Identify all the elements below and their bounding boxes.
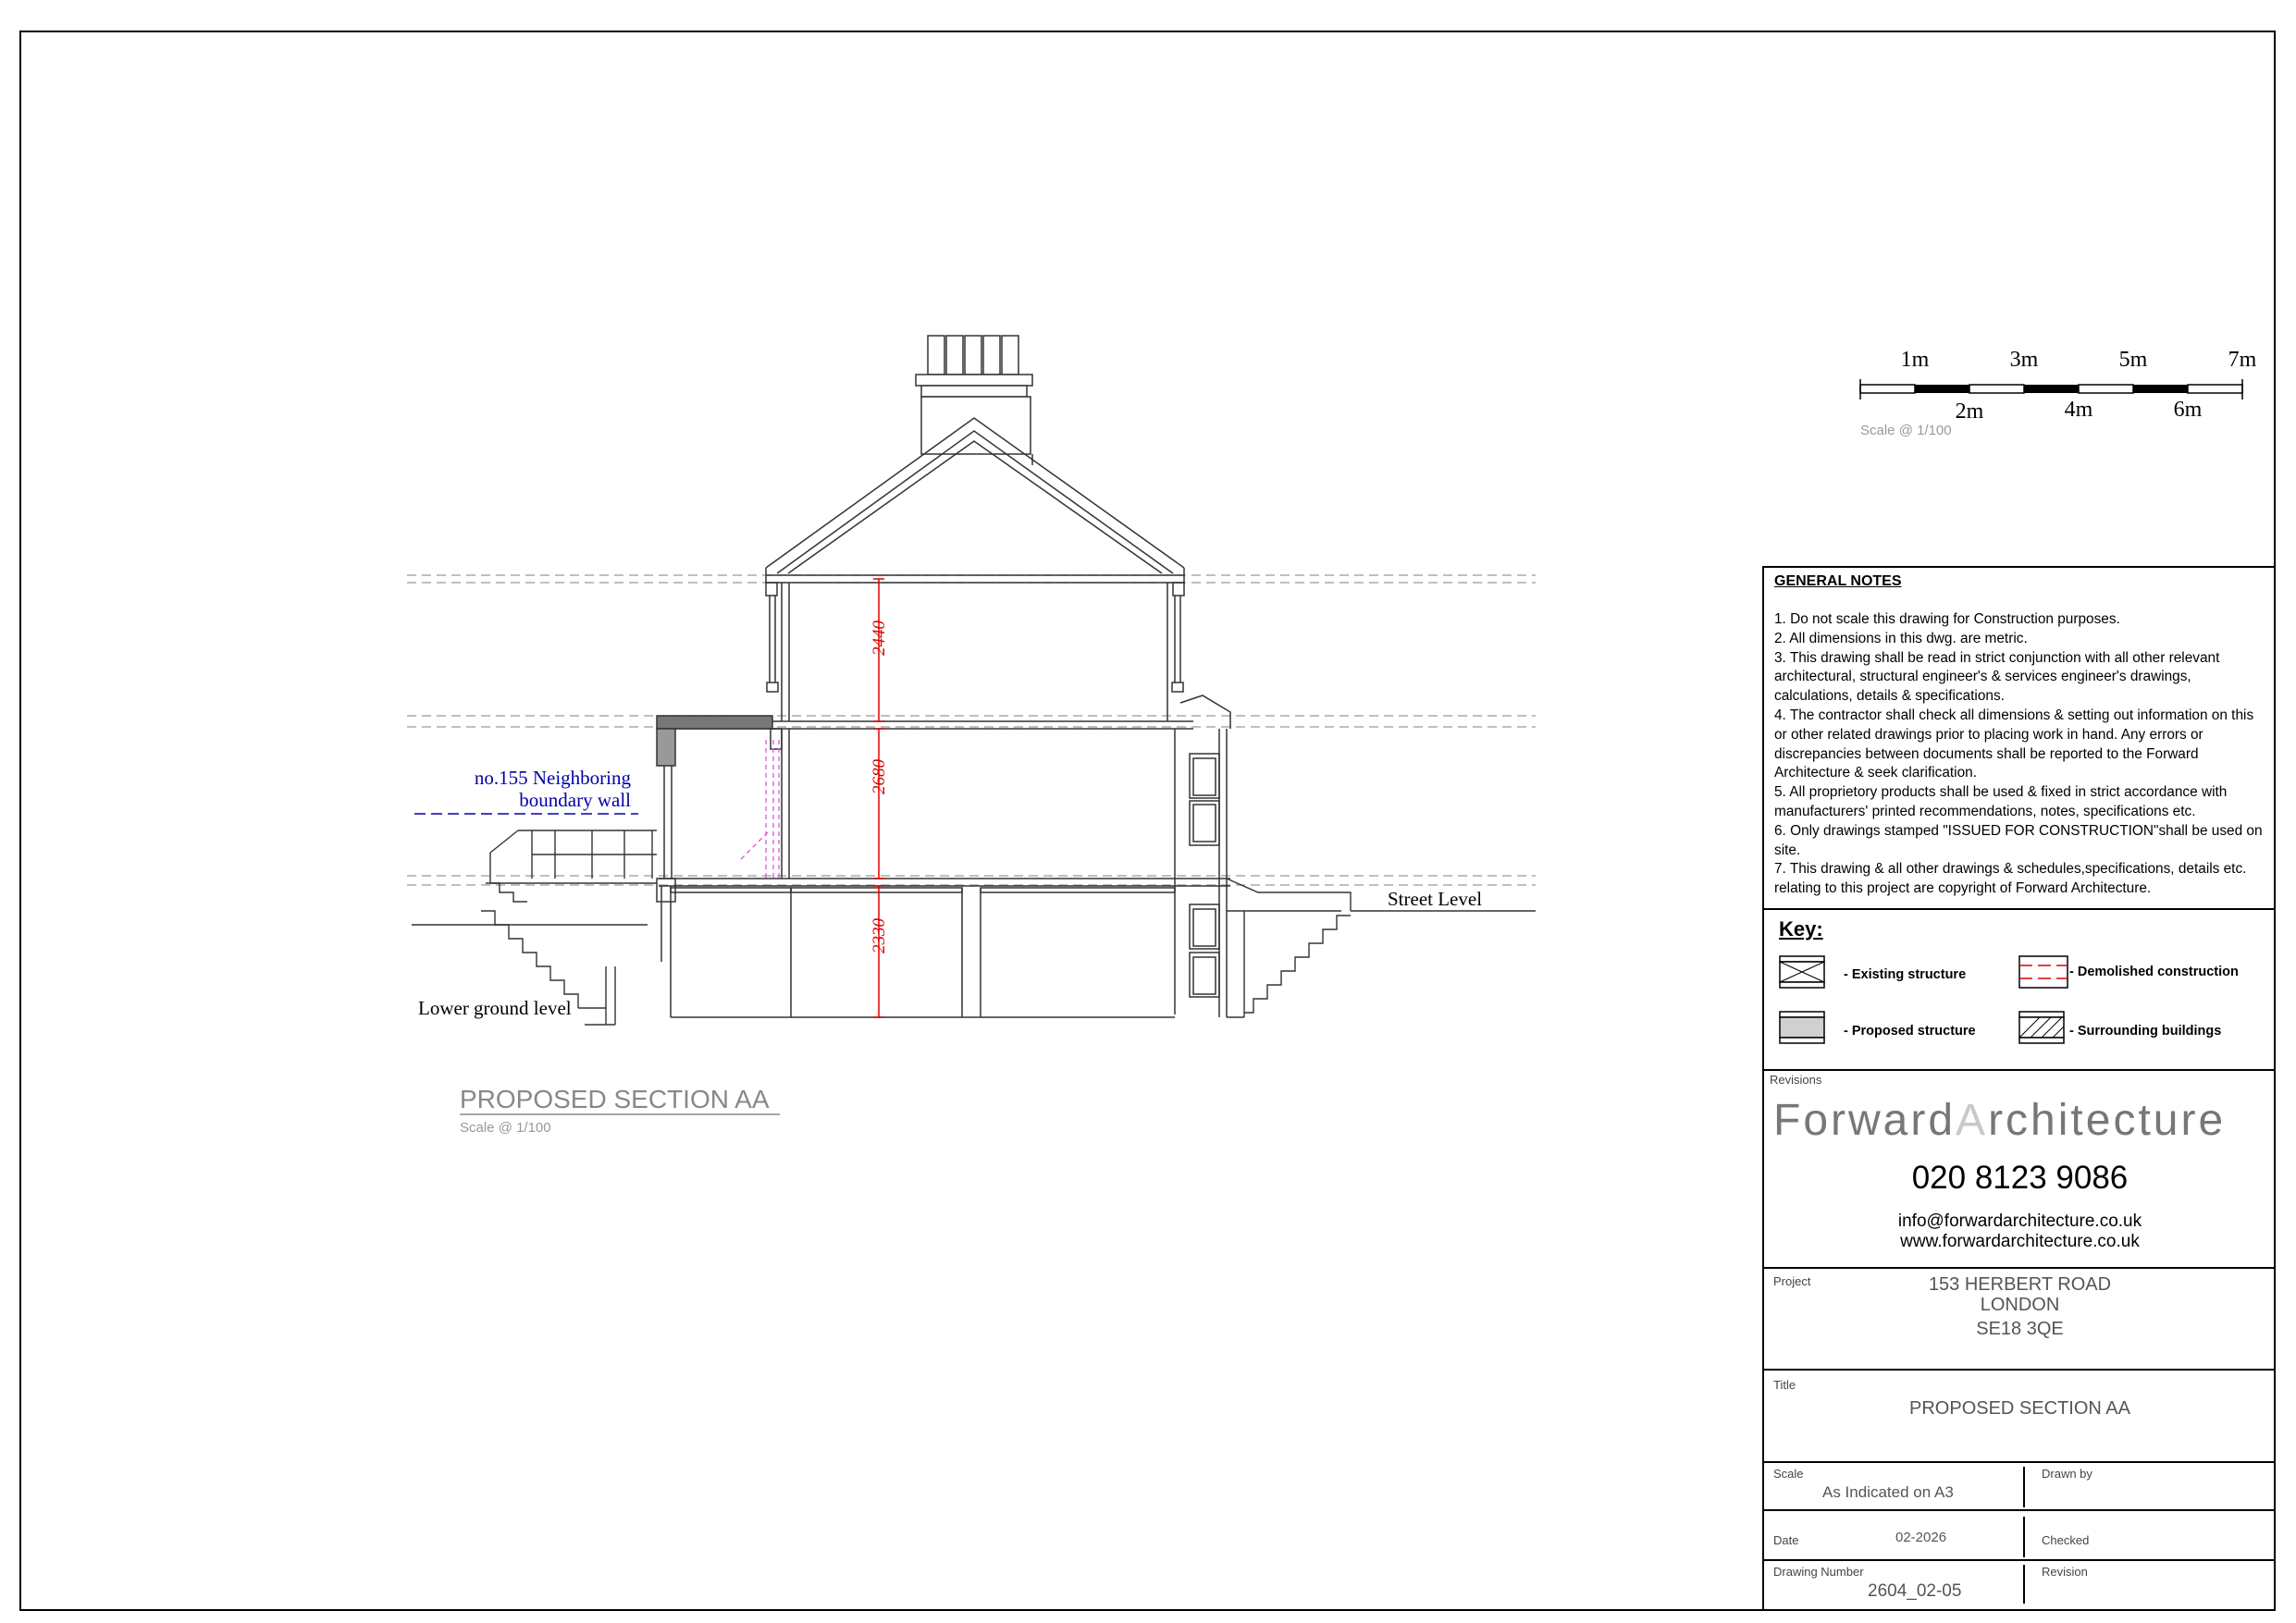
section-scale-note: Scale @ 1/100 <box>460 1120 551 1136</box>
street-level-label: Street Level <box>1388 888 1483 910</box>
key-section <box>1764 910 2276 1071</box>
neighbor-label-line1: no.155 Neighboring <box>474 767 631 789</box>
key-demolished-label: - Demolished construction <box>2069 965 2239 979</box>
drawing-number-row <box>1764 1561 2276 1611</box>
scale-tick-1m: 1m <box>1900 348 1930 372</box>
revisions-label: Revisions <box>1770 1073 1822 1087</box>
scale-divider <box>2023 1467 2025 1507</box>
neighbor-label-line2: boundary wall <box>519 789 631 811</box>
scale-tick-6m: 6m <box>2173 398 2203 422</box>
dimension-label-lower: 2330 <box>870 918 889 953</box>
scale-tick-3m: 3m <box>2009 348 2039 372</box>
scale-tick-4m: 4m <box>2064 398 2093 422</box>
general-note-item: 6. Only drawings stamped "ISSUED FOR CONSTRUCTION"shall be used on site. <box>1774 822 2263 858</box>
date-checked-row <box>1764 1511 2276 1561</box>
level-datum-lines <box>407 575 1536 885</box>
drawing-number-label: Drawing Number <box>1773 1565 1864 1579</box>
general-notes-section <box>1764 568 2276 910</box>
title-block <box>1762 566 2276 1611</box>
checked-label: Checked <box>2042 1533 2090 1547</box>
general-note-item: 3. This drawing shall be read in strict conjunction with all other relevant architectural, structural engineer's & services engineer's drawings, calculations, details & specifications. <box>1774 649 2220 705</box>
scale-tick-5m: 5m <box>2118 348 2148 372</box>
scale-bar <box>1860 379 2242 400</box>
dimension-label-upper: 2440 <box>870 621 889 656</box>
scale-bar-note: Scale @ 1/100 <box>1860 423 1952 438</box>
firm-website: www.forwardarchitecture.co.uk <box>1900 1232 2140 1251</box>
section-title: PROPOSED SECTION AA <box>460 1085 770 1113</box>
scale-label: Scale <box>1773 1467 1804 1481</box>
general-notes-list <box>1774 610 2265 899</box>
drawn-by-label: Drawn by <box>2042 1467 2092 1481</box>
drawing-number-value: 2604_02-05 <box>1868 1581 1962 1601</box>
key-title: Key: <box>1779 917 1823 941</box>
project-address-line2: LONDON <box>1980 1295 2060 1315</box>
scale-drawn-row <box>1764 1463 2276 1511</box>
title-section <box>1764 1371 2276 1463</box>
firm-logo-part3: rchitecture <box>1988 1096 2227 1145</box>
general-note-item: 7. This drawing & all other drawings & schedules,specifications, details etc. relating to this project are copyright of Forward Architecture. <box>1774 861 2247 897</box>
firm-logo-part2: A <box>1956 1096 1989 1145</box>
general-note-item: 4. The contractor shall check all dimensions & setting out information on this or other related drawings prior to placing work in hand. Any errors or discrepancies between documents shall be reported to the Forward Architecture & seek clarification. <box>1774 707 2254 781</box>
revisions-firm-section <box>1764 1071 2276 1269</box>
project-section <box>1764 1269 2276 1371</box>
proposed-structure-swatch <box>1779 1010 1825 1047</box>
project-address-line3: SE18 3QE <box>1976 1319 2064 1339</box>
general-note-item: 1. Do not scale this drawing for Construction purposes. <box>1774 611 2120 627</box>
project-address-line1: 153 HERBERT ROAD <box>1928 1274 2112 1295</box>
project-label: Project <box>1773 1274 1811 1288</box>
lower-ground-label: Lower ground level <box>418 997 572 1019</box>
scale-value: As Indicated on A3 <box>1822 1483 1954 1501</box>
scale-tick-7m: 7m <box>2228 348 2257 372</box>
date-divider <box>2023 1517 2025 1557</box>
revision-label: Revision <box>2042 1565 2088 1579</box>
building-walls <box>657 583 1230 1017</box>
general-notes-title: GENERAL NOTES <box>1774 573 1902 589</box>
title-value: PROPOSED SECTION AA <box>1909 1398 2130 1419</box>
date-label: Date <box>1773 1533 1799 1547</box>
firm-email: info@forwardarchitecture.co.uk <box>1897 1211 2142 1231</box>
firm-phone: 020 8123 9086 <box>1911 1160 2129 1196</box>
general-note-item: 2. All dimensions in this dwg. are metric. <box>1774 630 2028 646</box>
firm-logo-part1: Forward <box>1773 1096 1957 1145</box>
chimney <box>916 336 1032 454</box>
demolished-construction <box>740 740 779 879</box>
firm-logo <box>1773 1095 2226 1146</box>
demolished-construction-swatch <box>2018 954 2069 991</box>
rear-garden-railing <box>412 830 657 1025</box>
date-value: 02-2026 <box>1895 1530 1947 1545</box>
general-note-item: 5. All proprietory products shall be used & fixed in strict accordance with manufacturers' printed recommendations, notes, specifications etc. <box>1774 784 2228 819</box>
drawing-number-divider <box>2023 1565 2025 1604</box>
title-label: Title <box>1773 1378 1796 1392</box>
scale-tick-2m: 2m <box>1955 400 1984 424</box>
key-proposed-label: - Proposed structure <box>1844 1024 1976 1039</box>
key-existing-label: - Existing structure <box>1844 967 1967 982</box>
key-surrounding-label: - Surrounding buildings <box>2069 1024 2222 1039</box>
existing-structure-swatch <box>1779 954 1825 991</box>
front-steps <box>1227 879 1536 1017</box>
dimension-label-middle: 2680 <box>870 759 889 794</box>
surrounding-buildings-swatch <box>2018 1010 2069 1047</box>
